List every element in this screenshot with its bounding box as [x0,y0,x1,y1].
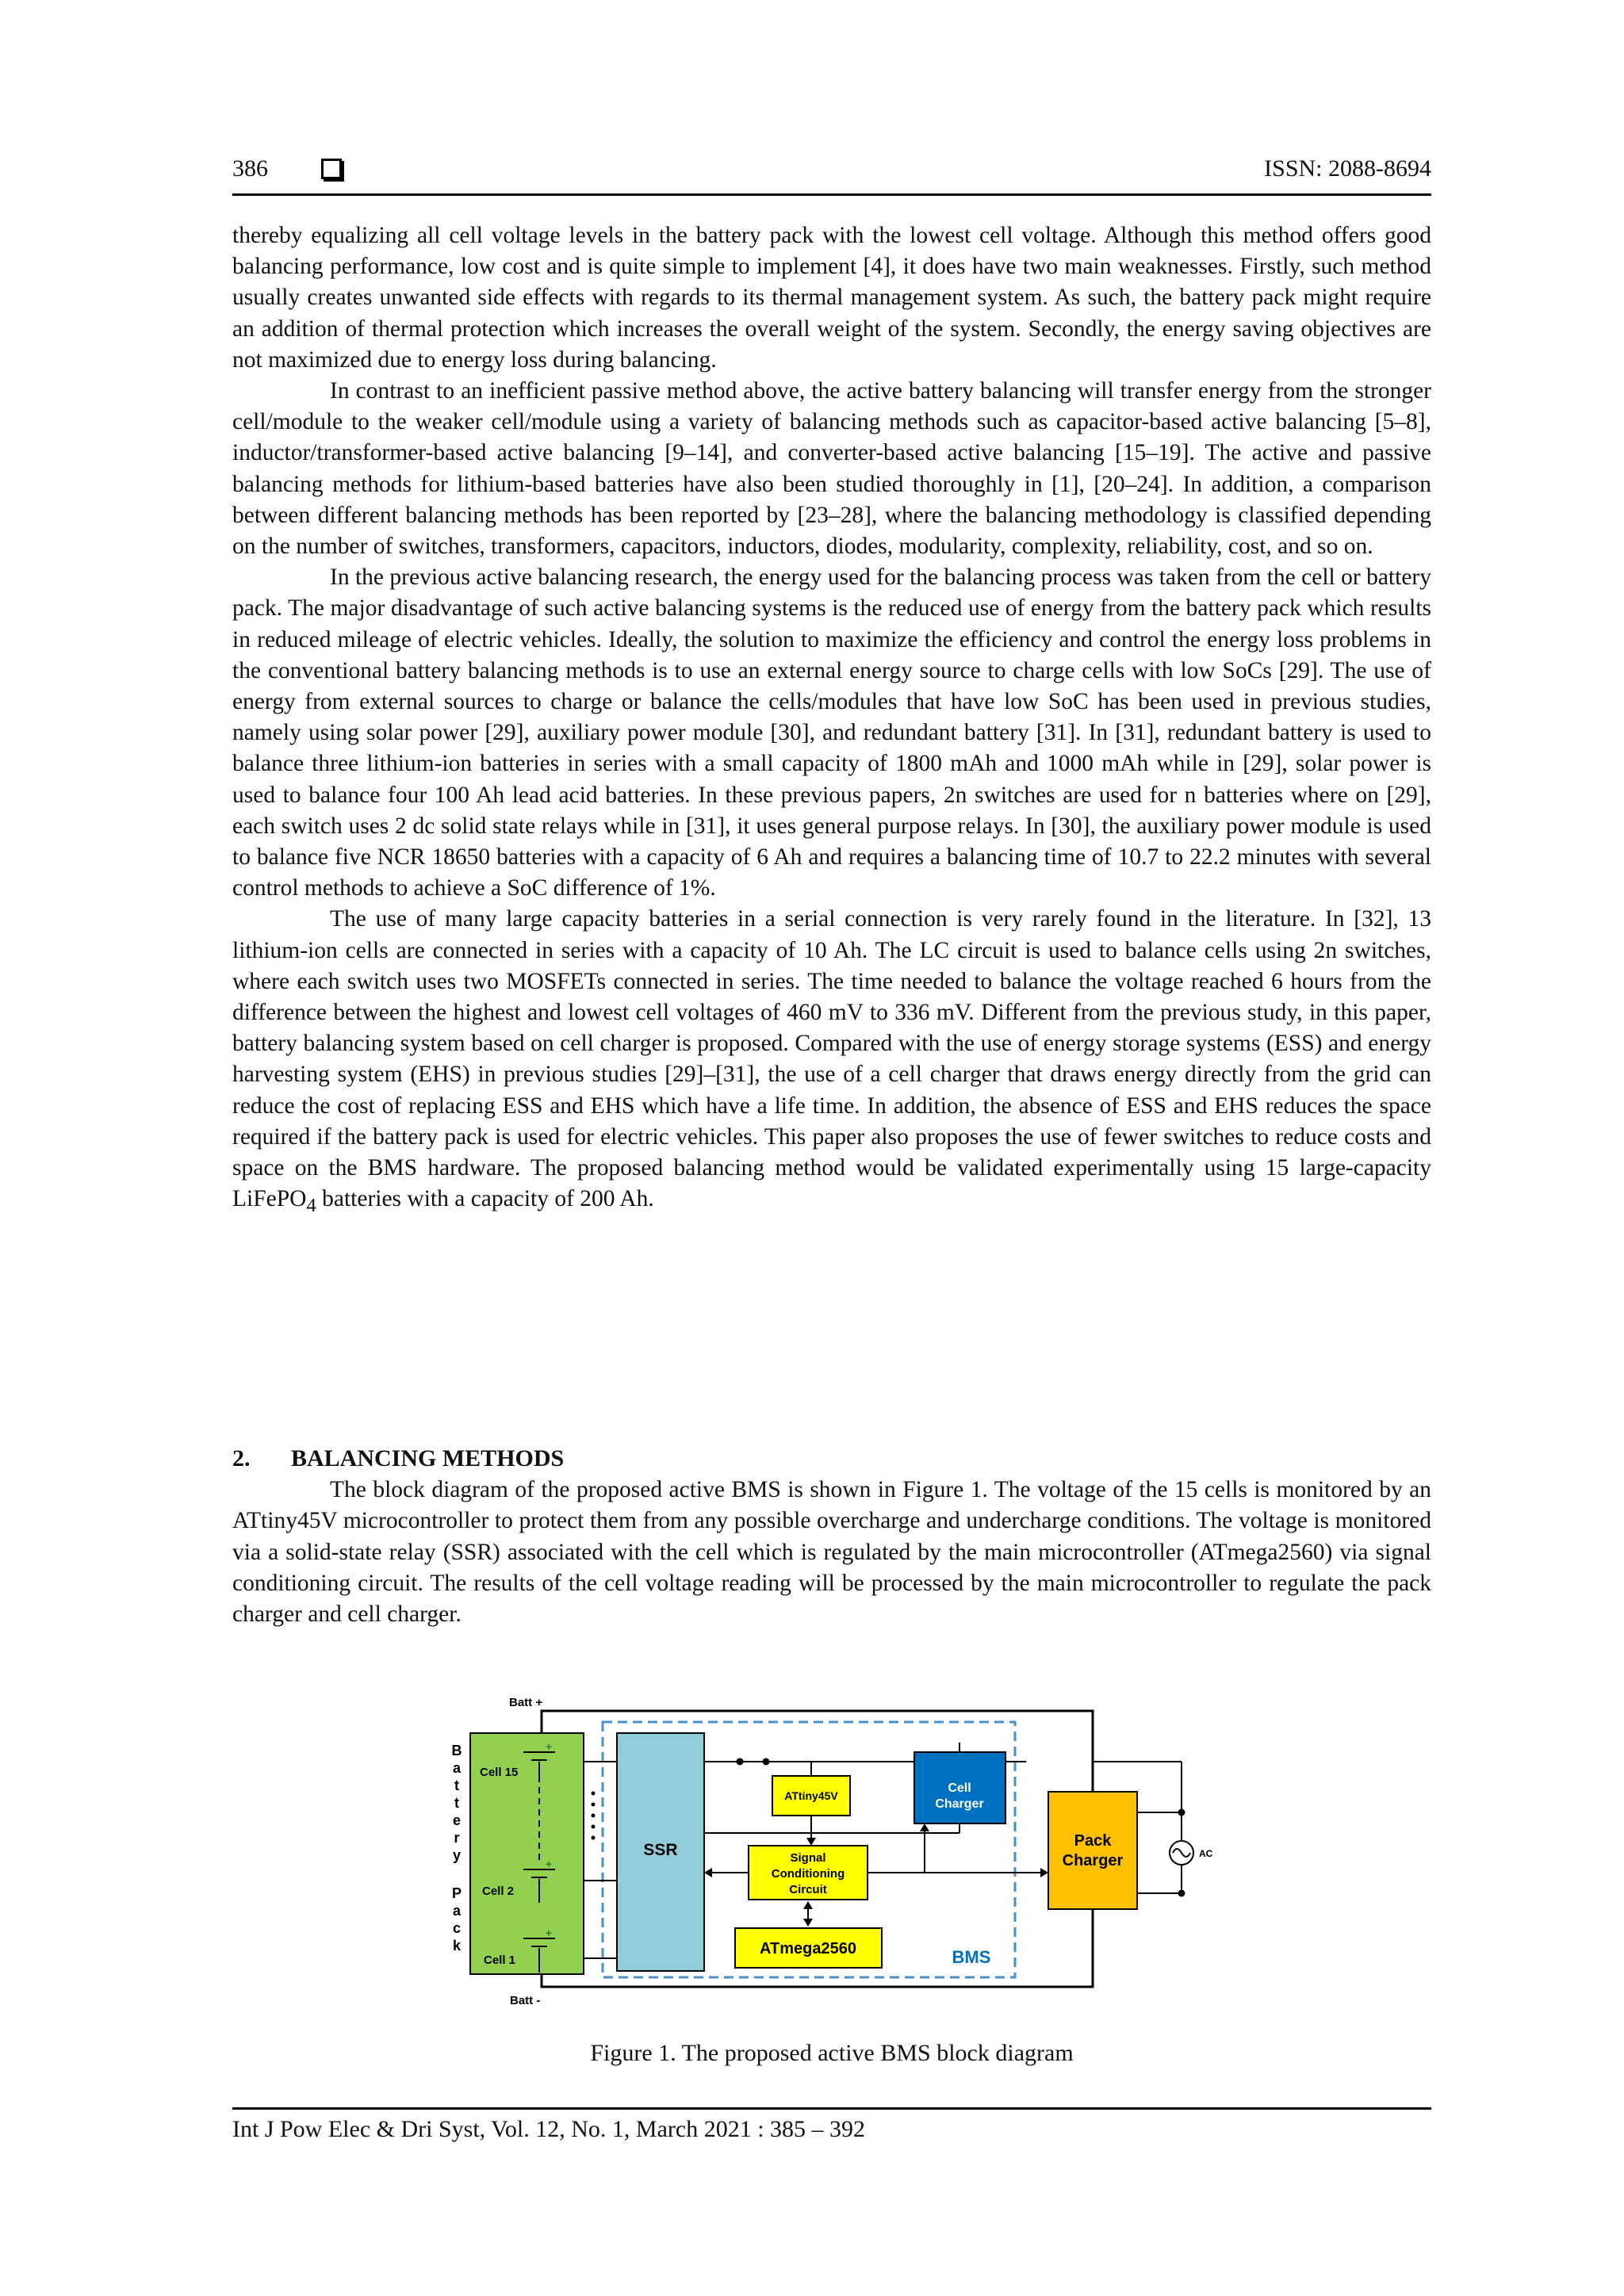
page-footer: Int J Pow Elec & Dri Syst, Vol. 12, No. 1, March 2021 : 385 – 392 [232,2107,1431,2143]
atmega-label: ATmega2560 [760,1940,856,1957]
bp-letter: B [451,1743,462,1758]
section-number: 2. [232,1445,251,1471]
batt-minus-label: Batt - [510,1994,541,2007]
bp-letter: a [452,1760,462,1776]
paragraph-4-end: batteries with a capacity of 200 Ah. [316,1186,654,1212]
bp-letter: P [451,1885,462,1901]
cell-charger-label-2: Charger [935,1797,984,1811]
plus-label-1: + [546,1927,553,1939]
bp-letter: r [454,1830,460,1846]
figure-caption: Figure 1. The proposed active BMS block diagram [590,2040,1074,2066]
bp-letter: c [452,1920,462,1936]
body-text [232,220,1431,1221]
page-number: 386 [232,155,268,182]
paragraph-1: thereby equalizing all cell voltage levels in the battery pack with the lowest cell voltage. Although this method offers good balancing performance, low cost and is quite simple to implement [4], it does have two main weaknesses. Firstly, such method usually creates unwanted side effects with regards to its thermal management system. As such, the battery pack might require an addition of thermal protection which increases the overall weight of the system. Secondly, the energy saving objectives are not maximized due to energy loss during balancing. [232,223,1431,373]
cell-charger-label-1: Cell [948,1781,971,1795]
page-header [232,155,1431,196]
bp-letter: t [454,1795,459,1811]
section-body [232,1475,1431,1630]
vertical-dots [592,1792,596,1840]
pack-charger-label-1: Pack [1074,1832,1112,1850]
bp-letter: a [452,1903,462,1919]
signal-label-3: Circuit [789,1883,827,1896]
ssr-label: SSR [643,1841,678,1859]
bp-letter: e [452,1812,462,1828]
plus-label-2: + [546,1858,553,1870]
issn-label: ISSN: 2088-8694 [1264,155,1431,182]
cell-15-label: Cell 15 [480,1766,519,1779]
battery-ssr-wires [584,1762,617,1958]
subscript-4: 4 [306,1195,316,1217]
checkbox-square-icon [321,159,342,179]
bp-letter: y [452,1847,462,1863]
paragraph-4-text: The use of many large capacity batteries in a serial connection is very rarely found in the literature. In [32], 13 lithium-ion cells are connected in series with a capacity of 10 Ah. The LC circuit is used to balance cells using 2n switches, where each switch uses two MOSFETs connected in series. The time needed to balance the voltage reached 6 hours from the difference between the highest and lowest cell voltages of 460 mV to 336 mV. Different from the previous study, in this paper, battery balancing system based on cell charger is proposed. Compared with the use of energy storage systems (ESS) and energy harvesting system (EHS) in previous studies [29]–[31], the use of a cell charger that draws energy directly from the grid can reduce the cost of replacing ESS and EHS which have a life time. In addition, the absence of ESS and EHS reduces the space required if the battery pack is used for electric vehicles. This paper also proposes the use of fewer switches to reduce costs and space on the BMS hardware. The proposed balancing method would be validated experimentally using 15 large-capacity LiFePO [232,906,1431,1212]
section-paragraph: The block diagram of the proposed active BMS is shown in Figure 1. The voltage of the 15 cells is monitored by an ATtiny45V microcontroller to protect them from any possible overcharge and undercharge conditions. The voltage is monitored via a solid-state relay (SSR) associated with the cell which is regulated by the main microcontroller (ATmega2560) via signal conditioning circuit. The results of the cell voltage reading will be processed by the main microcontroller to regulate the pack charger and cell charger. [232,1477,1431,1628]
signal-label-1: Signal [790,1851,826,1865]
plus-label-15: + [546,1740,553,1753]
batt-plus-label: Batt + [509,1696,543,1709]
paragraph-4 [232,904,1431,1221]
section-heading [232,1445,564,1472]
signal-label-2: Conditioning [771,1867,845,1881]
bp-letter: k [452,1938,462,1954]
cell-1-label: Cell 1 [484,1954,516,1967]
section-title: BALANCING METHODS [291,1445,565,1471]
bp-letter: t [454,1777,459,1793]
attiny-label: ATtiny45V [784,1789,838,1802]
pack-charger-block [1048,1792,1137,1909]
ac-label: AC [1199,1848,1213,1859]
battery-pack-label [452,1743,462,1954]
bms-label: BMS [952,1947,991,1967]
paragraph-3: In the previous active balancing research, the energy used for the balancing process was taken from the cell or battery pack. The major disadvantage of such active balancing systems is the reduced use of energy from the battery pack which results in reduced mileage of electric vehicles. Ideally, the solution to maximize the efficiency and control the energy loss problems in the conventional battery balancing methods is to use an external energy source to charge cells with low SoCs [29]. The use of energy from external sources to charge or balance the cells/modules that have low SoC has been used in previous studies, namely using solar power [29], auxiliary power module [30], and redundant battery [31]. In [31], redundant battery is used to balance three lithium-ion batteries in series with a small capacity of 1800 mAh and 1000 mAh while in [29], solar power is used to balance four 100 Ah lead acid batteries. In these previous papers, 2n switches are used for n batteries where on [29], each switch uses 2 dc solid state relays while in [31], it uses general purpose relays. In [30], the auxiliary power module is used to balance five NCR 18650 batteries with a capacity of 6 Ah and requires a balancing time of 10.7 to 22.2 minutes with several control methods to achieve a SoC difference of 1%. [232,564,1431,901]
bms-block-diagram [428,1687,1277,2020]
paragraph-2: In contrast to an inefficient passive method above, the active battery balancing will transfer energy from the stronger cell/module to the weaker cell/module using a variety of balancing methods such as capacitor-based active balancing [5–8], inductor/transformer-based active balancing [9–14], and converter-based active balancing [15–19]. The active and passive balancing methods for lithium-based batteries have also been studied thoroughly in [1], [20–24]. In addition, a comparison between different balancing methods has been reported by [23–28], where the balancing methodology is classified depending on the number of switches, transformers, capacitors, inductors, diodes, modularity, complexity, reliability, cost, and so on. [232,378,1431,560]
cell-2-label: Cell 2 [482,1885,515,1898]
pack-charger-label-2: Charger [1062,1852,1124,1869]
